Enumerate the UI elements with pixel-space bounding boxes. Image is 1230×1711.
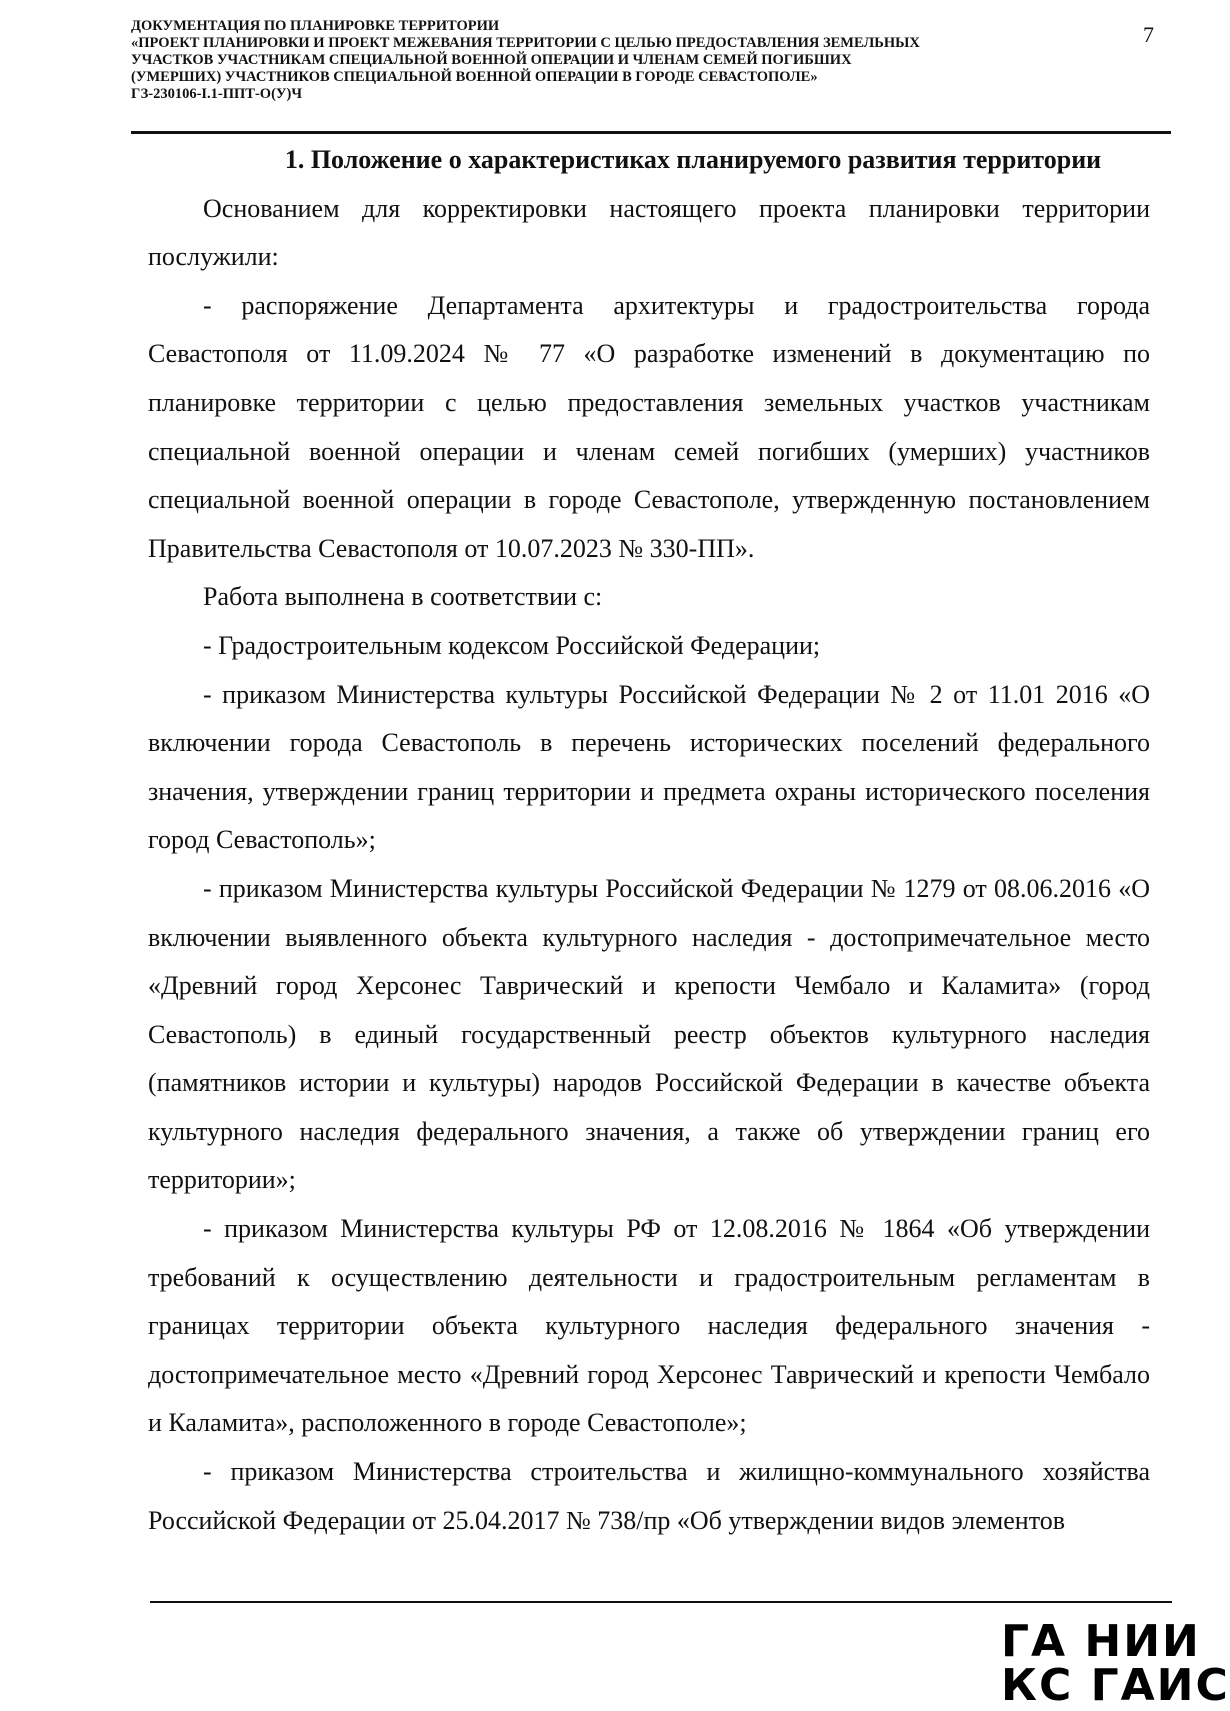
document-body <box>148 136 1150 1545</box>
paragraph: Работа выполнена в соответствии с: <box>203 582 603 612</box>
document-header <box>131 18 1091 103</box>
paragraph: - распоряжение Департамента архитектуры и градостроительства города Севастополя от 11.09.2024 № 77 «О разработке изменений в документацию по планировке территории с целью предоставления земельных участков участникам специальной военной операции и членам семей погибших (умерших) участников специальной военной операции в городе Севастополе, утвержденную постановлением Правительства Севастополя от 10.07.2023 № 330-ПП». <box>148 290 1150 563</box>
paragraph: - приказом Министерства строительства и жилищно-коммунального хозяйства Российской Федерации от 25.04.2017 № 738/пр «Об утверждении видов элементов <box>148 1457 1150 1535</box>
organization-logo <box>1001 1616 1230 1711</box>
logo-text-bottom: КС ГАИС <box>1001 1660 1230 1711</box>
paragraph: - приказом Министерства культуры РФ от 12.08.2016 № 1864 «Об утверждении требований к осуществлению деятельности и градостроительным регламентам в границах территории объекта культурного наследия федерального значения - достопримечательное место «Древний город Херсонес Таврический и крепости Чембало и Каламита», расположенного в городе Севастополе»; <box>148 1214 1150 1438</box>
page-number: 7 <box>1143 22 1154 47</box>
section-title: 1. Положение о характеристиках планируемого развития территории <box>284 145 1102 174</box>
logo-text-top: ГА НИИ <box>1001 1616 1201 1667</box>
paragraph: - приказом Министерства культуры Российской Федерации № 1279 от 08.06.2016 «О включении выявленного объекта культурного наследия - достопримечательное место «Древний город Херсонес Таврический и крепости Чембало и Каламита» (город Севастополь) в единый государственный реестр объектов культурного наследия (памятников истории и культуры) народов Российской Федерации в качестве объекта культурного наследия федерального значения, а также об утверждении границ его территории»; <box>148 873 1150 1195</box>
paragraph: - Градостроительным кодексом Российской Федерации; <box>203 630 821 660</box>
header-line: УЧАСТКОВ УЧАСТНИКАМ СПЕЦИАЛЬНОЙ ВОЕННОЙ ОПЕРАЦИИ И ЧЛЕНАМ СЕМЕЙ ПОГИБШИХ <box>131 52 852 68</box>
paragraph: - приказом Министерства культуры Российской Федерации № 2 от 11.01 2016 «О включении города Севастополь в перечень исторических поселений федерального значения, утверждении границ территории и предмета охраны исторического поселения город Севастополь»; <box>148 679 1150 855</box>
paragraph: Основанием для корректировки настоящего проекта планировки территории послужили: <box>148 193 1150 272</box>
footer-divider <box>150 1601 1172 1603</box>
header-code: ГЗ-230106-I.1-ППТ-О(У)Ч <box>131 86 303 102</box>
header-line: ДОКУМЕНТАЦИЯ ПО ПЛАНИРОВКЕ ТЕРРИТОРИИ <box>131 18 500 34</box>
header-divider <box>131 131 1171 134</box>
header-line: «ПРОЕКТ ПЛАНИРОВКИ И ПРОЕКТ МЕЖЕВАНИЯ ТЕРРИТОРИИ С ЦЕЛЬЮ ПРЕДОСТАВЛЕНИЯ ЗЕМЕЛЬНЫХ <box>131 35 920 51</box>
header-line: (УМЕРШИХ) УЧАСТНИКОВ СПЕЦИАЛЬНОЙ ВОЕННОЙ ОПЕРАЦИИ В ГОРОДЕ СЕВАСТОПОЛЕ» <box>131 69 818 85</box>
